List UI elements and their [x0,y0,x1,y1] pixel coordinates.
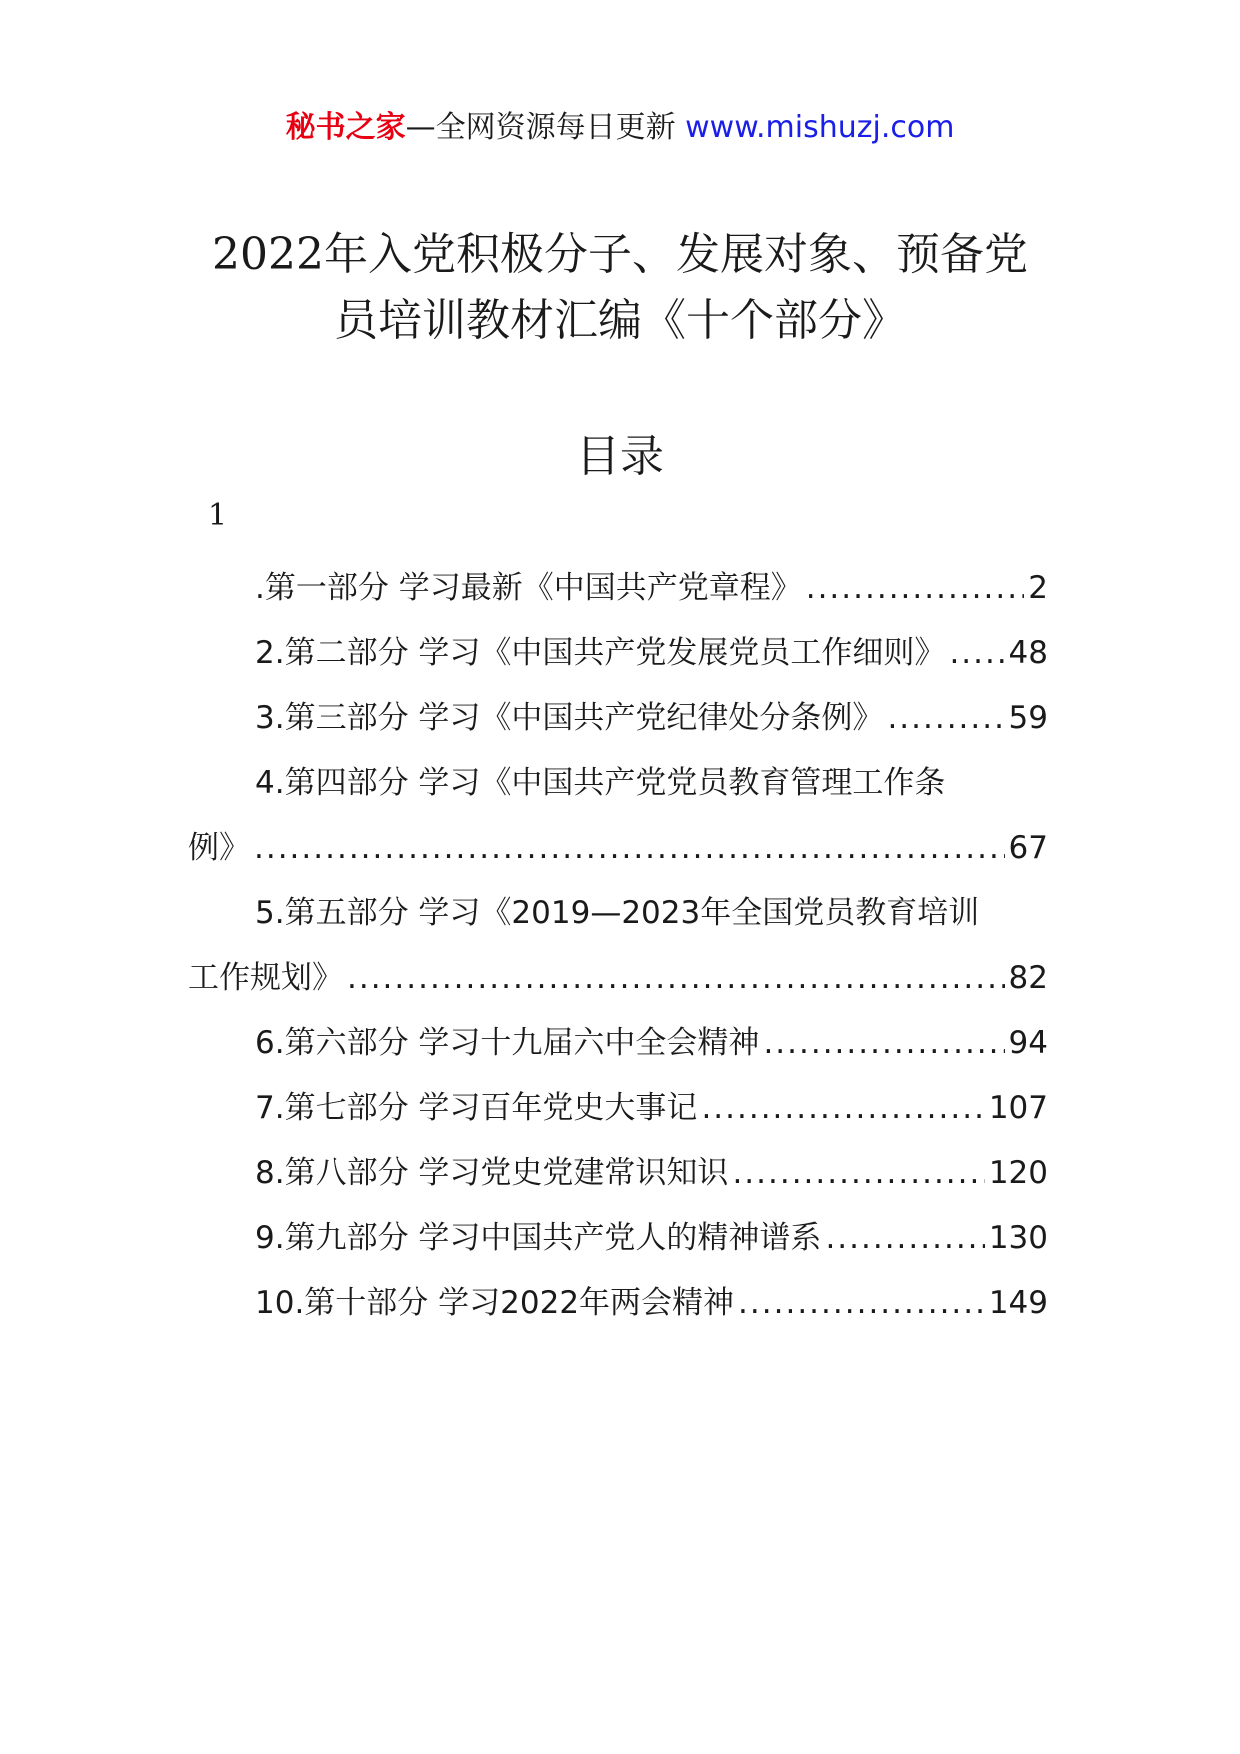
toc-entry[interactable] [188,1271,1048,1336]
toc-entry-title: 工作规划》 [188,960,343,996]
toc-entry[interactable] [188,1141,1048,1206]
toc-leader [887,686,1004,751]
toc-entry-title: 2.第二部分 学习《中国共产党发展党员工作细则》 [255,635,946,671]
toc-entry-page: 120 [988,1155,1048,1191]
toc-entry[interactable] [188,556,1048,621]
title-line-1: 2022年入党积极分子、发展对象、预备党 [212,229,1028,280]
toc-entry-title: 3.第三部分 学习《中国共产党纪律处分条例》 [255,700,884,736]
document-title [140,222,1100,354]
toc-entry-page: 48 [1008,635,1048,671]
toc-leader [763,1011,1004,1076]
toc-leader [347,946,1005,1011]
site-slogan: —全网资源每日更新 [405,110,676,145]
toc-entry[interactable] [188,881,1048,1011]
toc-entry-page: 82 [1008,960,1048,996]
toc-entry-title: 9.第九部分 学习中国共产党人的精神谱系 [255,1220,822,1256]
toc-entry[interactable] [188,686,1048,751]
toc-entry-title-line-1: 5.第五部分 学习《2019—2023年全国党员教育培训 [255,895,980,931]
toc-entry-title: 例》 [188,830,250,866]
toc-entry-title: 8.第八部分 学习党史党建常识知识 [255,1155,729,1191]
toc-entry-title: 10.第十部分 学习2022年两会精神 [255,1285,735,1321]
toc-leader [806,556,1025,621]
toc-entry[interactable] [188,1076,1048,1141]
site-header [0,102,1240,146]
toc-leader [732,1141,984,1206]
toc-leader [738,1271,985,1336]
table-of-contents [188,556,1048,1336]
toc-leader [949,621,1004,686]
toc-entry-title-line-1: 4.第四部分 学习《中国共产党党员教育管理工作条 [255,765,946,801]
toc-entry[interactable] [188,1206,1048,1271]
toc-stray-number: 1 [208,498,228,533]
toc-leader [254,816,1005,881]
toc-entry-page: 2 [1028,570,1048,606]
toc-entry-page: 59 [1008,700,1048,736]
site-name: 秘书之家 [285,110,406,145]
title-line-2: 员培训教材汇编《十个部分》 [334,295,906,346]
toc-entry-page: 107 [988,1090,1048,1126]
toc-entry-page: 94 [1008,1025,1048,1061]
toc-heading: 目录 [576,431,664,482]
toc-entry-title: .第一部分 学习最新《中国共产党章程》 [255,570,802,606]
toc-leader [825,1206,984,1271]
toc-entry-title: 7.第七部分 学习百年党史大事记 [255,1090,698,1126]
toc-entry-page: 67 [1008,830,1048,866]
toc-leader [701,1076,984,1141]
site-url-link[interactable]: www.mishuzj.com [685,110,955,145]
toc-entry-page: 149 [988,1285,1048,1321]
toc-entry-page: 130 [988,1220,1048,1256]
toc-entry[interactable] [188,621,1048,686]
toc-entry-title: 6.第六部分 学习十九届六中全会精神 [255,1025,760,1061]
toc-entry[interactable] [188,751,1048,881]
toc-entry[interactable] [188,1011,1048,1076]
